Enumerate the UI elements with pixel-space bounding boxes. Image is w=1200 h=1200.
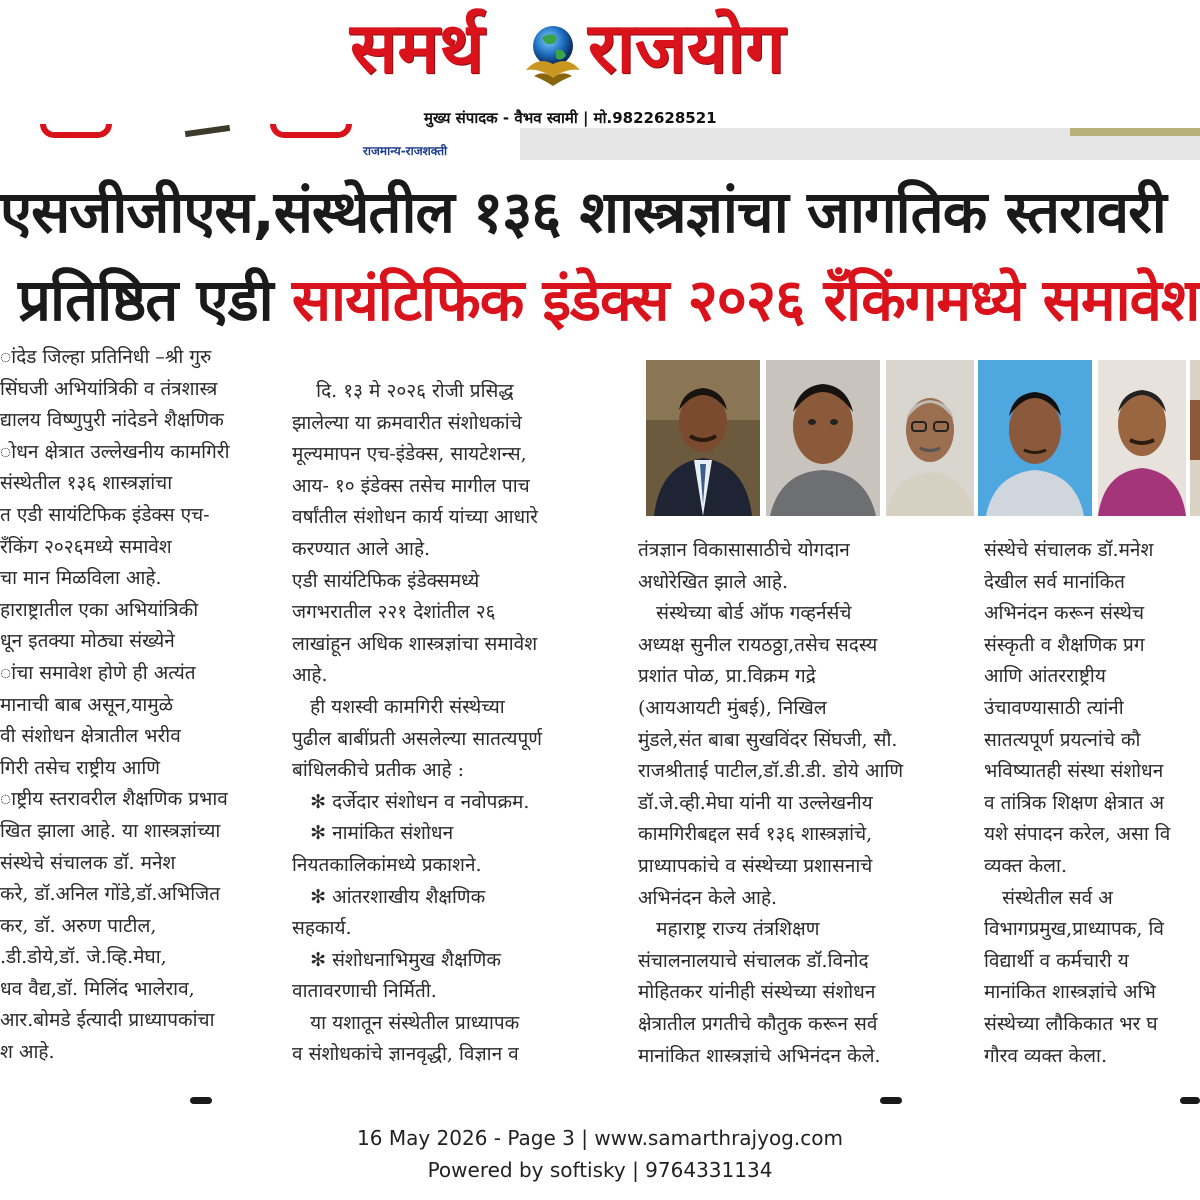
article-line: झालेल्या या क्रमवारीत संशोधकांचे: [292, 411, 522, 434]
article-line: मोहितकर यांनीही संस्थेच्या संशोधन: [638, 981, 876, 1004]
article-line: ✻ नामांकित संशोधन: [292, 822, 454, 845]
article-line: रँकिंग २०२६मध्ये समावेश: [0, 535, 172, 558]
article-line: करे, डॉ.अनिल गोंडे,डॉ.अभिजित: [0, 883, 221, 906]
article-line: (आयआयटी मुंबई), निखिल: [638, 696, 827, 719]
article-line: ांदेड जिल्हा प्रतिनिधी –श्री गुरु: [0, 346, 212, 368]
article-line: सातत्यपूर्ण प्रयत्नांचे कौ: [984, 728, 1141, 751]
article-line: धव वैद्य,डॉ. मिलिंद भालेराव,: [0, 977, 195, 1000]
article-line: संस्थेच्या लौकिकात भर घ: [984, 1012, 1158, 1035]
article-line: जगभरातील २२१ देशांतील २६: [292, 601, 496, 624]
photo-strip: [646, 360, 1200, 516]
decorative-arc: [270, 124, 352, 138]
person-photo: [978, 360, 1092, 516]
article-line: संचालनालयाचे संचालक डॉ.विनोद: [638, 949, 869, 972]
article-line: धून इतक्या मोठ्या संख्येने: [0, 630, 175, 653]
article-line: डॉ.जे.व्ही.मेघा यांनी या उल्लेखनीय: [638, 791, 873, 814]
article-line: यशे संपादन करेल, असा वि: [984, 823, 1171, 846]
person-photo: [766, 360, 880, 516]
article-line: राजश्रीताई पाटील,डॉ.डी.डी. डोये आणि: [638, 760, 904, 783]
article-line: वातावरणाची निर्मिती.: [292, 980, 437, 1003]
article-line: खित झाला आहे. या शास्त्रज्ञांच्या: [0, 819, 221, 842]
article-line: चा मान मिळविला आहे.: [0, 567, 162, 590]
article-line: करण्यात आले आहे.: [292, 537, 431, 560]
article-column-3: [638, 535, 952, 1072]
person-photo: [1098, 360, 1186, 516]
article-line: संस्थेचे संचालक डॉ.मनेश: [984, 539, 1154, 561]
article-line: त एडी सायंटिफिक इंडेक्स एच-: [0, 503, 210, 526]
article-line: प्राध्यापकांचे व संस्थेच्या प्रशासनाचे: [638, 854, 873, 877]
article-line: महाराष्ट्र राज्य तंत्रशिक्षण: [638, 918, 820, 941]
article-line: संस्थेतील १३६ शास्त्रज्ञांचा: [0, 472, 173, 495]
article-line: अधोरेखित झाले आहे.: [638, 570, 788, 593]
brand-name-left: समर्थ: [350, 6, 484, 89]
article-line: आहे.: [292, 664, 328, 687]
article-line: गिरी तसेच राष्ट्रीय आणि: [0, 756, 160, 779]
article-line: सिंघजी अभियांत्रिकी व तंत्रशास्त्र: [0, 377, 218, 400]
article-line: नियतकालिकांमध्ये प्रकाशने.: [292, 853, 482, 876]
article-line: ही यशस्वी कामगिरी संस्थेच्या: [292, 695, 505, 718]
article-line: अभिनंदन केले आहे.: [638, 886, 778, 909]
article-line: मानांकित शास्त्रज्ञांचे अभि: [984, 981, 1156, 1004]
article-line: दि. १३ मे २०२६ रोजी प्रसिद्ध: [292, 380, 514, 402]
article-line: एडी सायंटिफिक इंडेक्समध्ये: [292, 569, 480, 592]
article-line: हाराष्ट्रातील एका अभियांत्रिकी: [0, 598, 199, 621]
article-line: भविष्यातही संस्था संशोधन: [984, 760, 1164, 783]
decorative-mark: [880, 1097, 902, 1104]
article-line: आर.बोमडे ईत्यादी प्राध्यापकांचा: [0, 1009, 215, 1032]
editor-line: मुख्य संपादक - वैभव स्वामी | मो.9822628521: [424, 109, 717, 127]
article-column-4: [984, 535, 1200, 1072]
article-line: तंत्रज्ञान विकासासाठीचे योगदान: [638, 539, 850, 561]
article-line: संस्थेचे संचालक डॉ. मनेश: [0, 851, 176, 874]
person-photo: [646, 360, 760, 516]
tagline: राजमान्य-राजशक्ती: [363, 144, 448, 158]
article-line: संस्थेच्या बोर्ड ऑफ गव्हर्नर्सचे: [638, 602, 852, 625]
person-photo: [1190, 360, 1200, 516]
brand-name-right: राजयोग: [588, 6, 785, 89]
article-line: प्रशांत पोळ, प्रा.विक्रम गद्रे: [638, 665, 816, 688]
headline-line-1: एसजीजीएस,संस्थेतील १३६ शास्त्रज्ञांचा जागतिक स्तरावरी: [0, 178, 1166, 246]
article-line: .डी.डोये,डॉ. जे.व्हि.मेघा,: [0, 946, 167, 969]
article-line: संस्थेतील सर्व अ: [984, 886, 1113, 909]
article-line: वर्षांतील संशोधन कार्य यांच्या आधारे: [292, 506, 538, 529]
article-line: गौरव व्यक्त केला.: [984, 1044, 1107, 1067]
article-line: मानाची बाब असून,यामुळे: [0, 693, 174, 716]
article-line: श आहे.: [0, 1041, 55, 1064]
article-line: विद्यार्थी व कर्मचारी य: [984, 949, 1129, 972]
person-photo: [886, 360, 974, 516]
strip-accent: [1070, 128, 1200, 136]
article-line: ✻ संशोधनाभिमुख शैक्षणिक: [292, 948, 501, 971]
globe-logo-icon: [520, 20, 586, 92]
article-line: द्यालय विष्णुपुरी नांदेडने शैक्षणिक: [0, 409, 224, 432]
article-line: अभिनंदन करून संस्थेच: [984, 602, 1145, 625]
article-line: ोधन क्षेत्रात उल्लेखनीय कामगिरी: [0, 440, 230, 463]
decorative-dash: [185, 125, 230, 137]
headline-line-2-red: सायंटिफिक इंडेक्स २०२६ रँकिंगमध्ये समावेश: [291, 266, 1200, 334]
headline-line-2: [18, 260, 1199, 340]
article-line: मानांकित शास्त्रज्ञांचे अभिनंदन केले.: [638, 1044, 881, 1067]
article-line: उंचावण्यासाठी त्यांनी: [984, 696, 1124, 719]
article-line: देखील सर्व मानांकित: [984, 570, 1126, 593]
article-line: क्षेत्रातील प्रगतीचे कौतुक करून सर्व: [638, 1012, 878, 1035]
article-column-2: [292, 376, 606, 1071]
article-column-1: [0, 342, 262, 1069]
article-line: या यशातून संस्थेतील प्राध्यापक: [292, 1011, 520, 1034]
article-line: मुंडले,संत बाबा सुखविंदर सिंघजी, सौ.: [638, 728, 898, 751]
article-line: आणि आंतरराष्ट्रीय: [984, 665, 1106, 688]
article-line: संस्कृती व शैक्षणिक प्रग: [984, 633, 1145, 656]
article-line: अध्यक्ष सुनील रायठठ्ठा,तसेच सदस्य: [638, 633, 878, 656]
decorative-mark: [1180, 1097, 1200, 1104]
article-line: बांधिलकीचे प्रतीक आहे :: [292, 759, 465, 782]
article-line: सहकार्य.: [292, 917, 352, 940]
article-line: कर, डॉ. अरुण पाटील,: [0, 914, 157, 937]
article-line: ✻ दर्जेदार संशोधन व नवोपक्रम.: [292, 790, 530, 813]
masthead-strip: [520, 128, 1200, 160]
article-line: आय- १० इंडेक्स तसेच मागील पाच: [292, 474, 530, 497]
decorative-arc: [40, 124, 112, 138]
article-line: ाष्ट्रीय स्तरावरील शैक्षणिक प्रभाव: [0, 788, 228, 811]
article-line: ांचा समावेश होणे ही अत्यंत: [0, 661, 196, 684]
footer-date-page: 16 May 2026 - Page 3 | www.samarthrajyog.com: [357, 1126, 843, 1150]
article-line: पुढील बाबींप्रती असलेल्या सातत्यपूर्ण: [292, 727, 543, 750]
article-line: मूल्यमापन एच-इंडेक्स, सायटेशन्स,: [292, 443, 527, 466]
article-line: व्यक्त केला.: [984, 854, 1068, 877]
headline-line-2-black: प्रतिष्ठित एडी: [18, 266, 292, 334]
article-line: ✻ आंतरशाखीय शैक्षणिक: [292, 885, 486, 908]
article-line: कामगिरीबद्दल सर्व १३६ शास्त्रज्ञांचे,: [638, 823, 873, 846]
article-line: व तांत्रिक शिक्षण क्षेत्रात अ: [984, 791, 1165, 814]
article-line: लाखांहून अधिक शास्त्रज्ञांचा समावेश: [292, 632, 538, 655]
footer-powered-by: Powered by softisky | 9764331134: [427, 1158, 773, 1182]
masthead: [0, 0, 1200, 160]
decorative-mark: [190, 1097, 212, 1104]
article-line: व संशोधकांचे ज्ञानवृद्धी, विज्ञान व: [292, 1043, 519, 1066]
article-line: विभागप्रमुख,प्राध्यापक, वि: [984, 918, 1164, 941]
article-line: वी संशोधन क्षेत्रातील भरीव: [0, 725, 181, 748]
